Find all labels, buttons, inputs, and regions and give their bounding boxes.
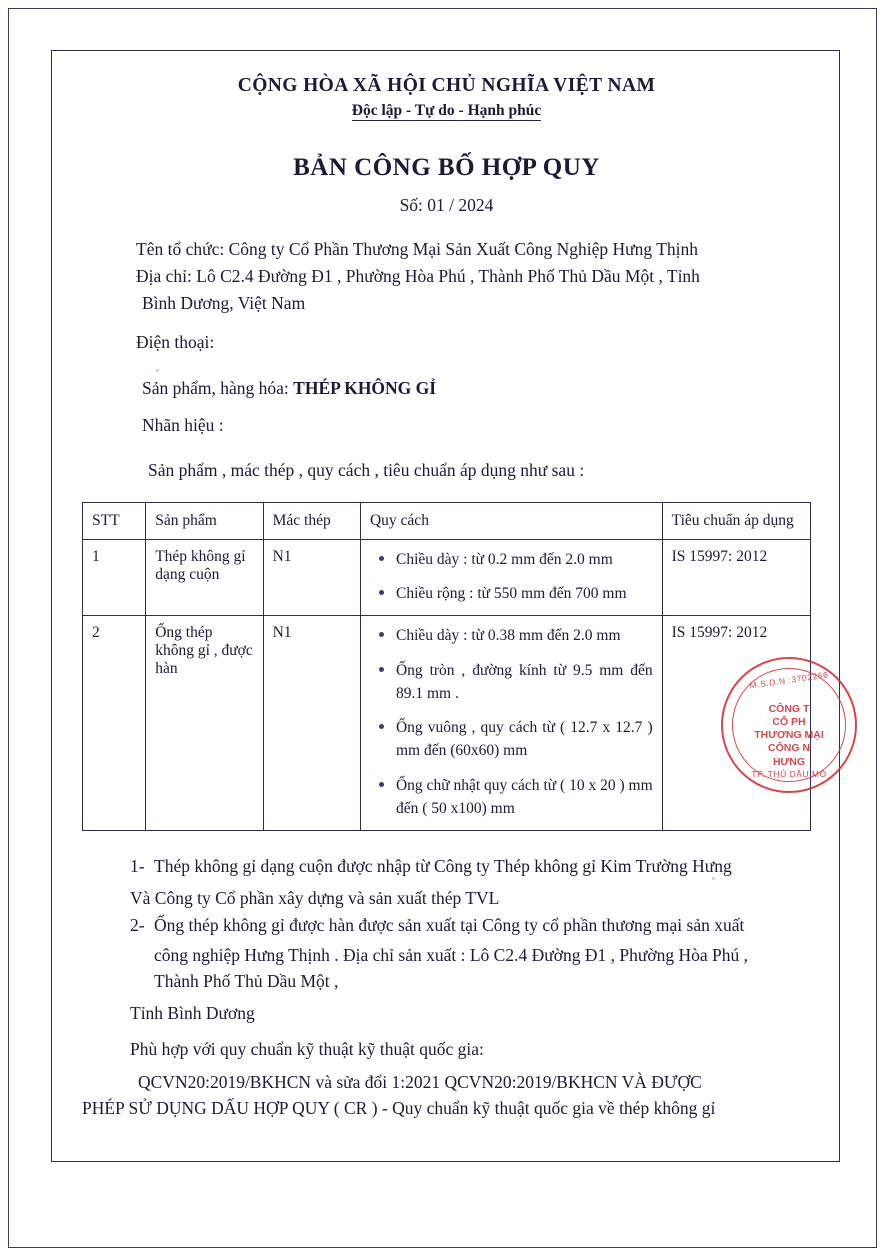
note-text-continued: Thành Phố Thủ Dầu Một , <box>154 971 339 992</box>
column-header-standard: Tiêu chuẩn áp dụng <box>662 502 810 539</box>
spec-item: Chiều dày : từ 0.2 mm đến 2.0 mm <box>396 548 653 571</box>
scan-speck <box>712 877 715 880</box>
cell-product: Ống thép không gỉ , được hàn <box>146 616 263 831</box>
seal-line-3: THƯƠNG MẠI <box>754 729 824 742</box>
note-number: 2- <box>130 914 145 935</box>
product-value: THÉP KHÔNG GỈ <box>293 377 437 398</box>
nation-heading: CỘNG HÒA XÃ HỘI CHỦ NGHĨA VIỆT NAM <box>237 75 656 96</box>
document-page <box>51 50 840 1162</box>
cell-standard: IS 15997: 2012 <box>662 539 810 616</box>
cell-spec <box>360 539 662 616</box>
column-header-stt: STT <box>83 502 146 539</box>
note-text: Thép không gỉ dạng cuộn được nhập từ Công ty Thép không gỉ Kim Trường Hưng <box>154 856 732 877</box>
column-header-grade: Mác thép <box>263 502 360 539</box>
table-row <box>83 616 811 831</box>
note-text-continued: công nghiệp Hưng Thịnh . Địa chỉ sản xuất : Lô C2.4 Đường Đ1 , Phường Hòa Phú , <box>154 944 748 965</box>
seal-location: TP. THỦ DẦU MỘ <box>751 769 827 779</box>
document-body <box>52 51 841 1131</box>
seal-line-4: CÔNG N <box>768 742 810 755</box>
column-header-spec: Quy cách <box>360 502 662 539</box>
table-row <box>83 539 811 616</box>
spec-list <box>370 548 653 606</box>
table-header-row <box>83 502 811 539</box>
org-info-block <box>82 236 811 484</box>
note-item <box>82 912 811 938</box>
seal-company-name <box>723 703 855 769</box>
address-line-2: Bình Dương, Việt Nam <box>142 293 306 314</box>
organization-name-line: Tên tổ chức: Công ty Cổ Phần Thương Mại Sản Xuất Công Nghiệp Hưng Thịnh <box>136 239 699 259</box>
scan-speck <box>156 369 159 372</box>
spec-item: Ống tròn , đường kính từ 9.5 mm đến 89.1 mm . <box>396 659 653 706</box>
product-line <box>82 375 811 402</box>
cell-product: Thép không gỉ dạng cuộn <box>146 539 263 616</box>
spec-item: Ống vuông , quy cách từ ( 12.7 x 12.7 ) mm đến (60x60) mm <box>396 716 653 763</box>
motto-text: Độc lập - Tự do - Hạnh phúc <box>351 102 542 119</box>
seal-registration-number: M.S.D.N :3702266 <box>748 669 830 691</box>
column-header-product: Sản phẩm <box>146 502 263 539</box>
qcvn-line-2: PHÉP SỬ DỤNG DẤU HỢP QUY ( CR ) - Quy chuẩn kỹ thuật quốc gia về thép không gỉ <box>82 1098 716 1119</box>
page-title: BẢN CÔNG BỐ HỢP QUY <box>293 154 600 181</box>
qcvn-line-1: QCVN20:2019/BKHCN và sửa đổi 1:2021 QCVN20:2019/BKHCN VÀ ĐƯỢC <box>138 1071 702 1092</box>
cell-standard: IS 15997: 2012 <box>662 616 810 831</box>
cell-stt: 2 <box>83 616 146 831</box>
phone-line: Điện thoại: <box>136 332 215 353</box>
document-number: Số: 01 / 2024 <box>399 195 494 215</box>
seal-line-2: CỔ PH <box>772 716 806 729</box>
cell-spec <box>360 616 662 831</box>
spec-item: Chiều dày : từ 0.38 mm đến 2.0 mm <box>396 624 653 647</box>
specification-table <box>82 502 811 831</box>
product-label: Sản phẩm, hàng hóa: <box>142 377 294 398</box>
notes-block <box>82 853 811 1121</box>
cell-grade: N1 <box>263 616 360 831</box>
seal-line-1: CÔNG T <box>768 703 810 715</box>
qcvn-block <box>82 1069 811 1122</box>
address-line-1: Địa chỉ: Lô C2.4 Đường Đ1 , Phường Hòa Phú , Thành Phố Thủ Dầu Một , Tỉnh <box>136 266 700 287</box>
cell-stt: 1 <box>83 539 146 616</box>
motto-heading <box>82 102 811 120</box>
province-line: Tỉnh Bình Dương <box>130 1003 255 1024</box>
cell-grade: N1 <box>263 539 360 616</box>
note-item <box>82 853 811 879</box>
conformity-line: Phù hợp với quy chuẩn kỹ thuật kỹ thuật quốc gia: <box>130 1038 484 1059</box>
brand-line: Nhãn hiệu : <box>142 414 224 435</box>
note-text-continued: Và Công ty Cổ phần xây dựng và sản xuất thép TVL <box>130 888 500 909</box>
seal-line-5: HƯNG <box>772 755 806 768</box>
spec-item: Ống chữ nhật quy cách từ ( 10 x 20 ) mm đến ( 50 x100) mm <box>396 774 653 821</box>
spec-item: Chiều rộng : từ 550 mm đến 700 mm <box>396 582 653 605</box>
note-number: 1- <box>130 856 145 877</box>
note-text: Ống thép không gỉ được hàn được sản xuất tại Công ty cổ phần thương mại sản xuất <box>154 914 745 935</box>
company-seal-stamp <box>721 657 857 793</box>
spec-list <box>370 624 653 820</box>
spec-intro-line: Sản phẩm , mác thép , quy cách , tiêu chuẩn áp dụng như sau : <box>148 459 585 480</box>
